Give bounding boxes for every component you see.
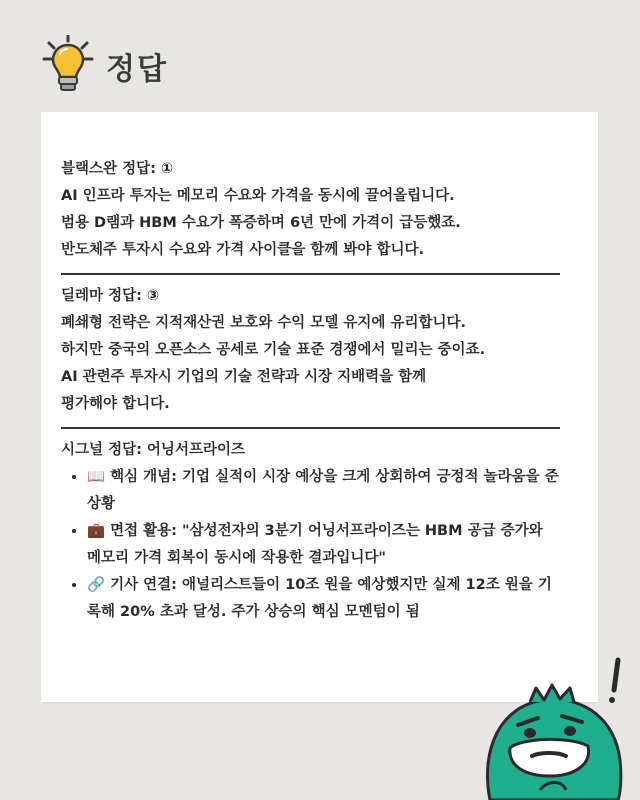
dilemma-line: 폐쇄형 전략은 지적재산권 보호와 수익 모델 유지에 유리합니다. (61, 315, 467, 331)
lightbulb-icon (40, 35, 96, 97)
answer-card (41, 112, 598, 702)
page-title: 정답 (106, 52, 168, 87)
dilemma-line: 평가해야 합니다. (61, 396, 170, 412)
dilemma-line: 하지만 중국의 오픈소스 공세로 기술 표준 경쟁에서 밀리는 중이죠. (61, 342, 486, 358)
blackswan-title: 블랙스완 정답: ① (61, 161, 174, 177)
blackswan-line: AI 인프라 투자는 메모리 수요와 가격을 동시에 끌어올립니다. (61, 188, 455, 204)
dinosaur-mascot-icon (470, 630, 640, 800)
list-item: • 💼 면접 활용: "삼성전자의 3분기 어닝서프라이즈는 HBM 공급 증가와 메모리 가격 회복이 동시에 작용한 결과입니다" (87, 518, 560, 572)
list-item: • 🔗 기사 연결: 애널리스트들이 10조 원을 예상했지만 실제 12조 원을 기록해 20% 초과 달성. 주가 상승의 핵심 모멘텀이 됨 (87, 572, 560, 626)
blackswan-line: 범용 D램과 HBM 수요가 폭증하며 6년 만에 가격이 급등했죠. (61, 215, 461, 231)
dilemma-line: AI 관련주 투자시 기업의 기술 전략과 시장 지배력을 함께 (61, 369, 427, 385)
blackswan-section (61, 156, 560, 264)
dilemma-section (61, 283, 560, 418)
blackswan-line: 반도체주 투자시 수요와 가격 사이클을 함께 봐야 합니다. (61, 242, 425, 258)
signal-section (61, 437, 560, 626)
header (40, 36, 168, 96)
divider (61, 273, 560, 275)
dilemma-title: 딜레마 정답: ③ (61, 288, 160, 304)
divider (61, 427, 560, 429)
signal-bullet-list (61, 464, 560, 626)
signal-title: 시그널 정답: 어닝서프라이즈 (61, 442, 245, 458)
list-item: • 📖 핵심 개념: 기업 실적이 시장 예상을 크게 상회하여 긍정적 놀라움을 준 상황 (87, 464, 560, 518)
